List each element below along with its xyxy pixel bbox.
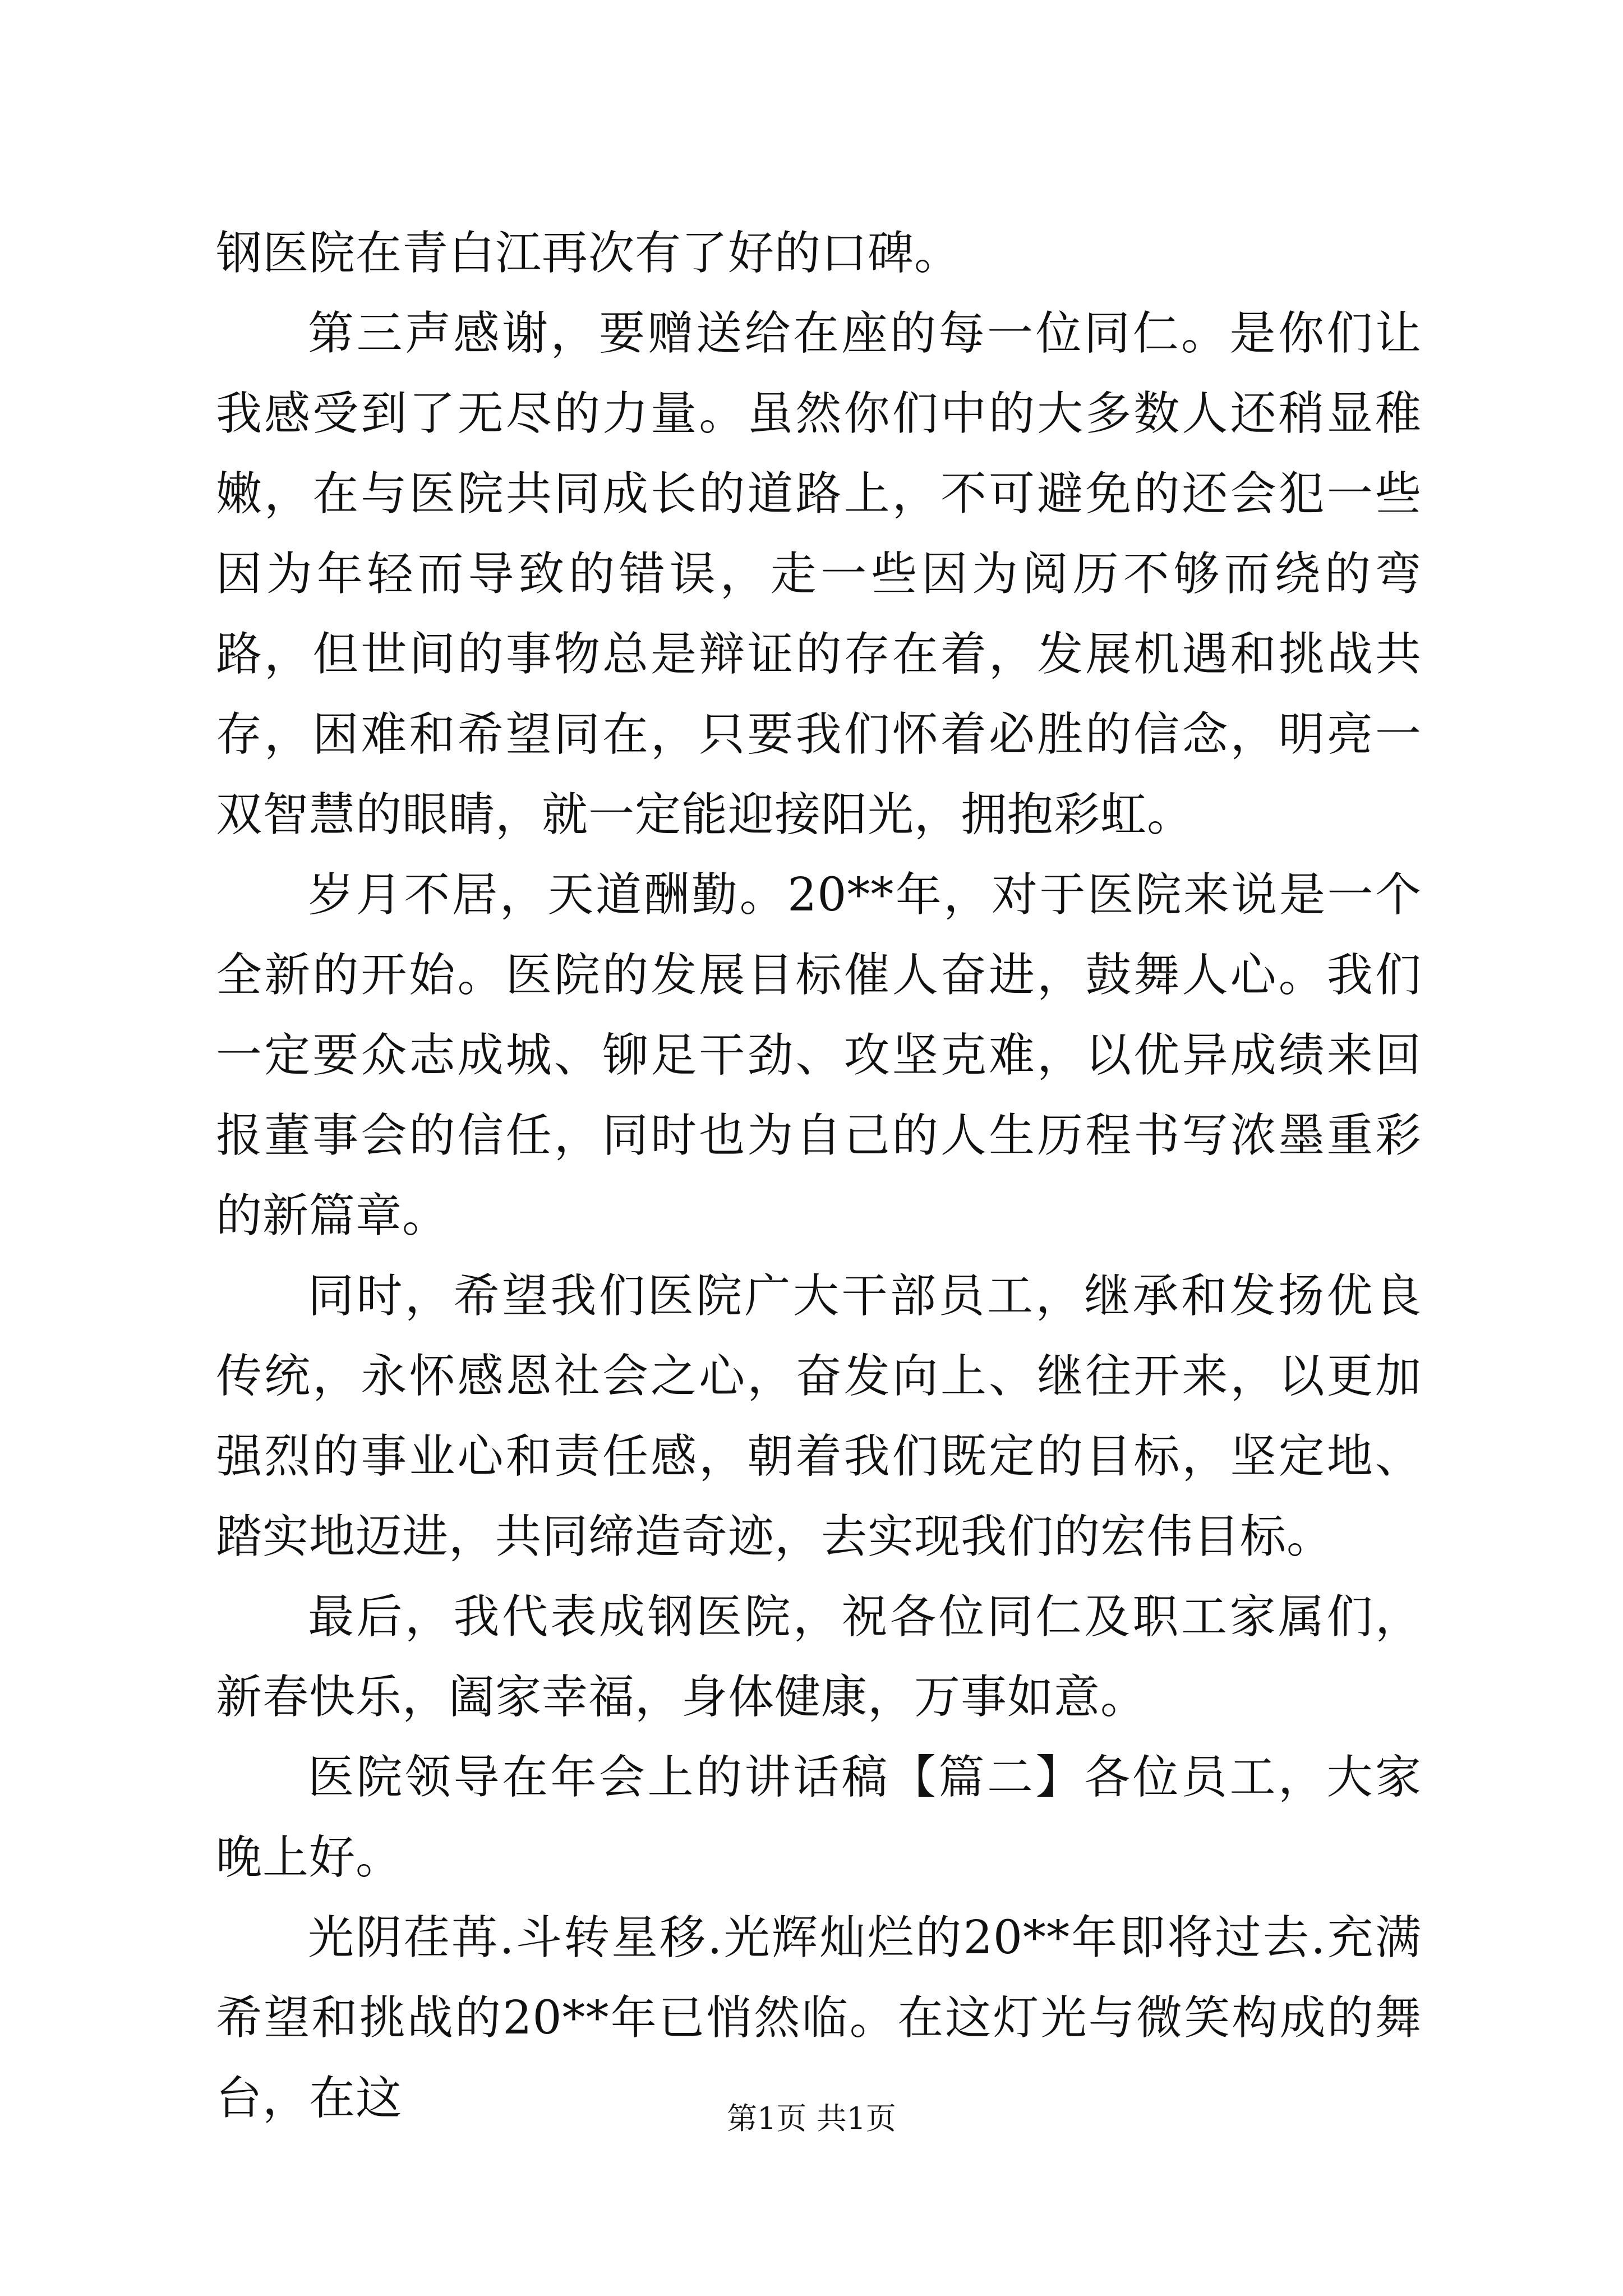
paragraph-third-thanks: 第三声感谢，要赠送给在座的每一位同仁。是你们让我感受到了无尽的力量。虽然你们中的大多数人还稍显稚嫩，在与医院共同成长的道路上，不可避免的还会犯一些因为年轻而导致的错误，走一些因为阅历不够而绕的弯路，但世间的事物总是辩证的存在着，发展机遇和挑战共存，困难和希望同在，只要我们怀着必胜的信念，明亮一双智慧的眼睛，就一定能迎接阳光，拥抱彩虹。 xyxy=(216,307,1422,841)
document-body xyxy=(216,213,1422,2138)
paragraph-continuation: 钢医院在青白江再次有了好的口碑。 xyxy=(216,227,961,280)
paragraph-section-two-heading: 医院领导在年会上的讲话稿【篇二】各位员工，大家晚上好。 xyxy=(216,1751,1422,1884)
paragraph-new-year: 岁月不居，天道酬勤。20**年，对于医院来说是一个全新的开始。医院的发展目标催人奋进，鼓舞人心。我们一定要众志成城、铆足干劲、攻坚克难，以优异成绩来回报董事会的信任，同时也为自己的人生历程书写浓墨重彩的新篇章。 xyxy=(216,868,1422,1243)
paragraph-section-two-opening: 光阴荏苒.斗转星移.光辉灿烂的20**年即将过去.充满希望和挑战的20**年已悄然临。在这灯光与微笑构成的舞台，在这 xyxy=(216,1911,1422,2125)
paragraph-closing-wishes: 最后，我代表成钢医院，祝各位同仁及职工家属们，新春快乐，阖家幸福，身体健康，万事如意。 xyxy=(216,1590,1422,1724)
page-number-footer: 第1页 共1页 xyxy=(727,2101,896,2136)
paragraph-hope: 同时，希望我们医院广大干部员工，继承和发扬优良传统，永怀感恩社会之心，奋发向上、继往开来，以更加强烈的事业心和责任感，朝着我们既定的目标，坚定地、踏实地迈进，共同缔造奇迹，去实现我们的宏伟目标。 xyxy=(216,1269,1422,1563)
